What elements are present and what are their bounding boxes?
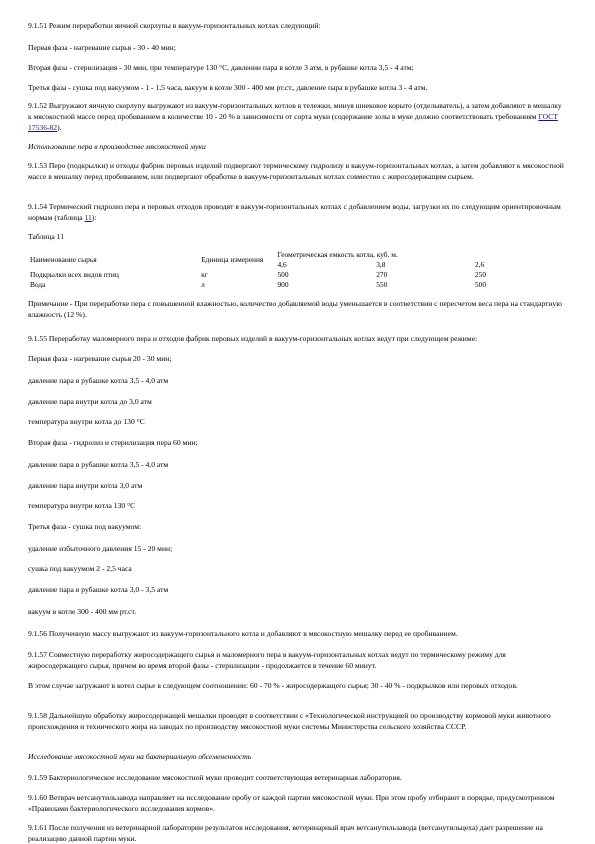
paragraph-9-1-60: 9.1.60 Ветврач ветсанутильзавода направляет на исследование пробу от каждой партии мясокостной муки. При этом пробу отбирают в порядке, предусмотренном «Правилами бактериологического исследования кормов». (28, 793, 555, 813)
table-11-link[interactable]: 11 (84, 213, 92, 222)
header-capacity: 3,8 (376, 260, 386, 269)
paragraph-ratio: В этом случае загружают в котел сырье в следующем соотношении: 60 - 70 % - жиросодержащего сырья; 30 - 40 % - подкрылков или перовых отходов. (28, 681, 518, 690)
table-row (28, 270, 564, 280)
paragraph-9-1-57: 9.1.57 Совместную переработку жиросодержащего сырья и маломерного пера в вакуум-горизонтальных котлах ведут по термическому режиму для жиросодержащего сырья, причем во время второй фазы - стерилизации - продолжается в течение 60 минут. (28, 650, 506, 670)
parameter-line: давление пара внутри котла 3,0 атм (28, 481, 143, 490)
phase-two-line: Вторая фаза - стерилизация - 30 мин, при температуре 130 °С, давлении пара в котле 3 атм, в рубашке котла 3,5 - 4 атм; (28, 63, 414, 72)
document-page (28, 0, 564, 842)
paragraph-text: 9.1.54 Термический гидролиз пера и перовых отходов проводят в вакуум-горизонтальных котлах с добавлением воды, загрузки их по следующим ориентировочным нормам (таблица (28, 202, 561, 222)
parameter-line: сушка под вакуумом 2 - 2,5 часа (28, 564, 132, 573)
parameter-line: давление пара в рубашке котла 3,5 - 4,0 атм (28, 460, 169, 469)
paragraph-9-1-61: 9.1.61 После получения из ветеринарной лаборатории результатов исследования, ветеринарный врач ветсанутильзавода (ветсанутильцеха) дает разрешение на реализацию данной партии муки. (28, 823, 543, 843)
parameter-line: давление пара внутри котла до 3,0 атм (28, 397, 152, 406)
parameter-line: давление пара в рубашке котла 3,5 - 4,0 атм (28, 376, 169, 385)
parameter-line: вакуум в котле 300 - 400 мм рт.ст. (28, 607, 137, 616)
paragraph-9-1-52 (28, 100, 564, 133)
cell-name: Вода (30, 280, 46, 289)
parameter-line: давление пара в рубашке котла 3,0 - 3,5 атм (28, 585, 169, 594)
paragraph-9-1-58: 9.1.58 Дальнейшую обработку жиросодержащей мешалки проводят в соответствии с «Технологической инструкцией по производству кормовой муки животного происхождения и технического жира на заводах по производству мясокостной муки системы Министерства сельского хозяйства СССР. (28, 711, 551, 731)
cell-value: 500 (474, 280, 487, 289)
cell-value: 900 (277, 280, 289, 289)
paragraph-9-1-56: 9.1.56 Полученную массу выгружают из вакуум-горизонтального котла и добавляют в мясокостную мешалку перед ее пробиванием. (28, 629, 458, 638)
cell-value: 270 (376, 270, 388, 279)
gost-link[interactable]: ГОСТ 17536-82 (28, 112, 558, 132)
table-header-row (28, 250, 564, 260)
phase-line: Первая фаза - нагревание сырья 20 - 30 мин; (28, 354, 172, 363)
paragraph-9-1-53: 9.1.53 Перо (подкрылки) и отходы фабрик перовых изделий подвергают термическому гидролизу в вакуум-горизонтальных котлах, а затем добавляют к мясокостной массе в мешалку перед пробиванием, или подвергают обработке в вакуум-горизонтальных котлах совместно с жиросодержащим сырьем. (28, 161, 564, 181)
table-note: Примечание - При переработке пера с повышенной влажностью, количество добавляемой воды уменьшается в соответствии с пересчетом веса пера на стандартную влажность (12 %). (28, 299, 562, 319)
cell-unit: кг (201, 270, 208, 279)
cell-name: Подкрылки всех видов птиц (30, 270, 119, 279)
cell-value: 500 (277, 270, 289, 279)
header-unit: Единица измерения (201, 255, 264, 264)
feather-loading-table (28, 250, 564, 290)
cell-unit: л (201, 280, 205, 289)
section-heading-bacteria: Исследование мясокостной муки на бактериальную обсемененность (28, 752, 252, 761)
parameter-line: температура внутри котла до 130 °С (28, 417, 145, 426)
parameter-line: удаление избыточного давления 15 - 20 мин; (28, 544, 173, 553)
phase-line: Вторая фаза - гидролиз и стерилизация пера 60 мин; (28, 438, 198, 447)
section-heading-feather: Использование пера в производстве мясокостной муки (28, 142, 206, 151)
header-capacity: 2,6 (474, 260, 485, 269)
parameter-line: температура внутри котла 130 °С (28, 501, 136, 510)
header-raw-material: Наименование сырья (30, 255, 97, 264)
table-row (28, 280, 564, 290)
cell-value: 250 (474, 270, 487, 279)
paragraph-text-end: ). (57, 123, 62, 132)
table-caption: Таблица 11 (28, 232, 64, 241)
cell-value: 550 (376, 280, 388, 289)
paragraph-9-1-54 (28, 201, 564, 223)
header-capacity: 4,6 (277, 260, 287, 269)
paragraph-text-end: ): (91, 213, 97, 222)
header-capacity-group: Геометрическая емкость котла, куб. м. (277, 250, 398, 259)
phase-three-line: Третья фаза - сушка под вакуумом - 1 - 1,5 часа, вакуум в котле 300 - 400 мм рт.ст., давление пара в рубашке котла 3 - 4 атм. (28, 83, 428, 92)
paragraph-9-1-55: 9.1.55 Переработку маломерного пера и отходов фабрик перовых изделий в вакуум-горизонтальных котлах ведут при следующем режиме: (28, 334, 478, 343)
paragraph-9-1-51: 9.1.51 Режим переработки яичной скорлупы в вакуум-горизонтальных котлах следующий: (28, 21, 321, 30)
paragraph-text: 9.1.52 Выгружают яичную скорлупу выгружают из вакуум-горизонтальных котлов в тележки, минуя шнековое корыто (отделыватель), а затем добавляют в мешалку к мясокостной массе перед пробиванием в количестве 10 - 20 % в зависимости от сорта муки (содержание золы в муке должно соответствовать требованиям (28, 101, 562, 121)
paragraph-9-1-59: 9.1.59 Бактериологическое исследование мясокостной муки проводит соответствующая ветеринарная лаборатория. (28, 773, 402, 782)
phase-one-line: Первая фаза - нагревание сырья - 30 - 40 мин; (28, 43, 176, 52)
phase-line: Третья фаза - сушка под вакуумом: (28, 522, 142, 531)
